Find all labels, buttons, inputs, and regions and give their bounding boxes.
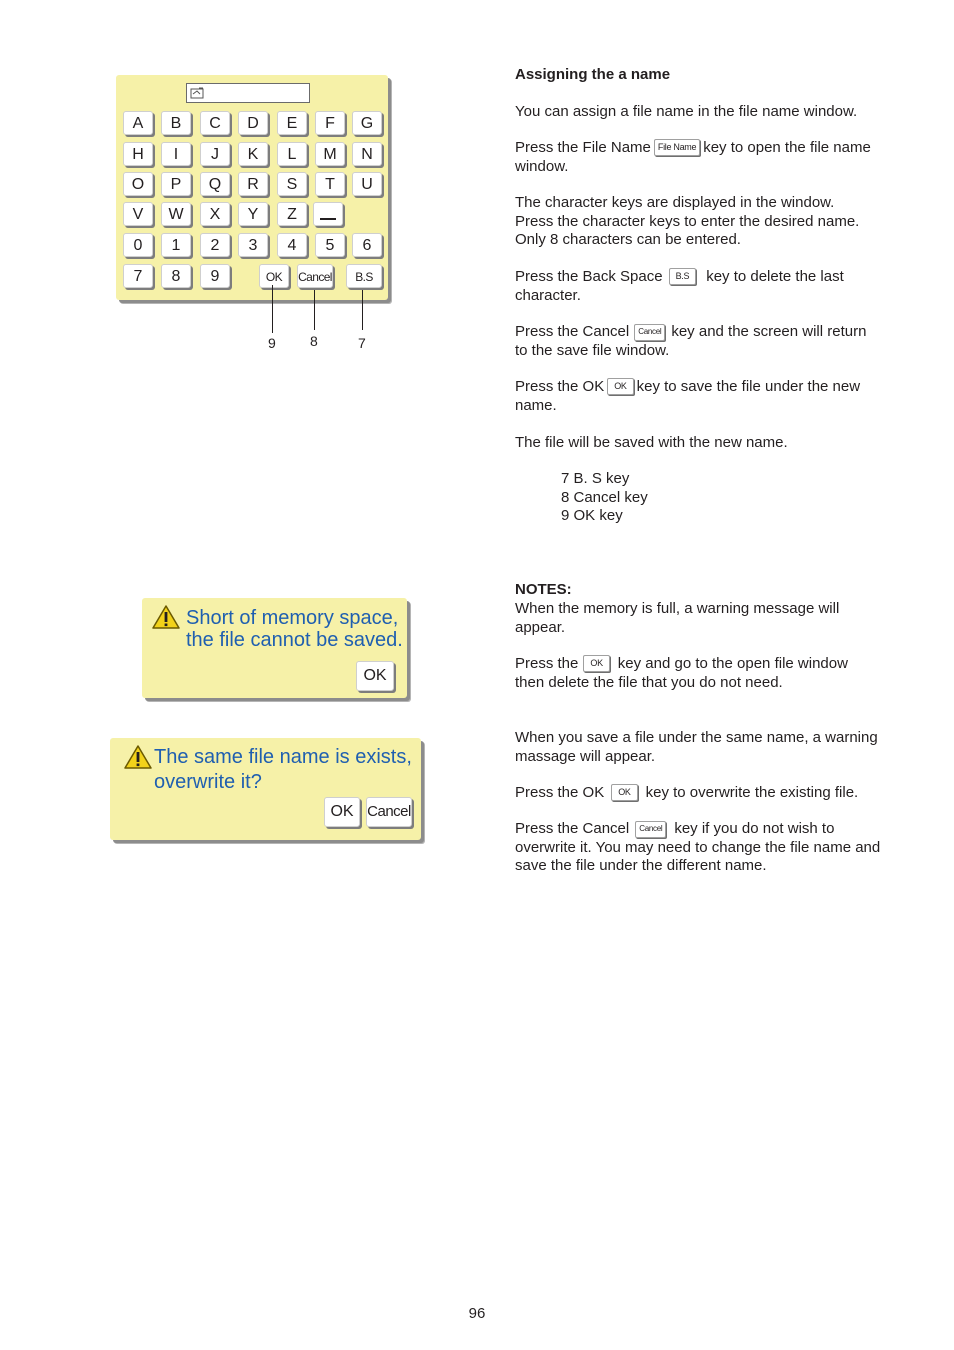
char-key[interactable]: B xyxy=(161,111,191,135)
callout-line-bs xyxy=(362,290,363,330)
char-key[interactable]: O xyxy=(123,172,153,196)
bs-key-icon: B.S xyxy=(669,268,697,285)
paragraph xyxy=(515,139,915,176)
text-line: overwrite it. You may need to change the file name and xyxy=(515,838,881,856)
char-key[interactable]: 8 xyxy=(161,264,191,288)
cancel-key[interactable]: Cancel xyxy=(297,264,333,288)
char-key[interactable]: S xyxy=(277,172,307,196)
char-key[interactable]: W xyxy=(161,202,191,226)
text-line: When you save a file under the same name, a warning xyxy=(515,729,878,746)
paragraph xyxy=(515,378,915,415)
text-span: Press the OK xyxy=(515,784,605,801)
file-name-field[interactable] xyxy=(186,83,310,103)
ok-key-icon: OK xyxy=(607,378,633,395)
text-span: key and the screen will return xyxy=(671,323,867,340)
char-key[interactable]: T xyxy=(315,172,345,196)
char-key[interactable]: D xyxy=(238,111,268,135)
char-key[interactable]: G xyxy=(352,111,382,135)
text-line: then delete the file that you do not need. xyxy=(515,673,783,691)
overwrite-warning-dialog xyxy=(110,738,421,840)
char-key[interactable]: E xyxy=(277,111,307,135)
char-key[interactable]: X xyxy=(200,202,230,226)
cancel-key-icon: Cancel xyxy=(634,324,665,341)
paragraph xyxy=(515,194,915,250)
legend-item: 9 OK key xyxy=(561,507,623,524)
char-key[interactable]: L xyxy=(277,142,307,166)
legend xyxy=(561,470,648,526)
dialog2-cancel-button[interactable]: Cancel xyxy=(366,797,412,827)
backspace-key[interactable]: B.S xyxy=(346,264,382,288)
dialog1-line2: the file cannot be saved. xyxy=(186,629,403,651)
paragraph: You can assign a file name in the file name window. xyxy=(515,103,858,120)
text-span: key to save the file under the new xyxy=(636,378,861,395)
dialog2-line2: overwrite it? xyxy=(154,771,262,793)
cancel-key-icon: Cancel xyxy=(635,821,666,838)
char-key[interactable]: 0 xyxy=(123,233,153,257)
dialog1-line1: Short of memory space, xyxy=(186,607,399,629)
legend-item: 8 Cancel key xyxy=(561,488,648,506)
file-icon xyxy=(190,87,204,99)
paragraph xyxy=(515,820,915,876)
text-span: Press the OK xyxy=(515,378,605,395)
page-number: 96 xyxy=(468,1305,486,1322)
char-key[interactable]: H xyxy=(123,142,153,166)
paragraph xyxy=(515,784,915,803)
text-span: key to overwrite the existing file. xyxy=(645,784,859,801)
text-span: Press the Cancel xyxy=(515,820,630,837)
char-key[interactable]: 3 xyxy=(238,233,268,257)
space-key[interactable] xyxy=(313,202,343,226)
ok-key[interactable]: OK xyxy=(259,264,289,288)
dialog1-ok-button[interactable]: OK xyxy=(356,661,394,691)
char-key[interactable]: N xyxy=(352,142,382,166)
text-line: Only 8 characters can be entered. xyxy=(515,231,741,248)
text-span: key and go to the open file window xyxy=(617,655,848,672)
text-line: character. xyxy=(515,286,581,304)
char-key[interactable]: P xyxy=(161,172,191,196)
text-span: key to open the file name xyxy=(703,139,871,156)
char-key[interactable]: M xyxy=(315,142,345,166)
char-key[interactable]: 1 xyxy=(161,233,191,257)
text-line: window. xyxy=(515,157,569,175)
callout-line-ok xyxy=(272,285,273,333)
char-key[interactable]: Z xyxy=(277,202,307,226)
ok-key-icon: OK xyxy=(583,655,609,672)
char-key[interactable]: 6 xyxy=(352,233,382,257)
text-line: save the file under the different name. xyxy=(515,857,767,874)
callout-line-cancel xyxy=(314,290,315,330)
text-span: key to delete the last xyxy=(706,268,844,285)
paragraph xyxy=(515,600,915,637)
text-line: The character keys are displayed in the window. xyxy=(515,194,835,211)
keyboard-panel xyxy=(116,75,388,300)
char-key[interactable]: 5 xyxy=(315,233,345,257)
char-key[interactable]: 2 xyxy=(200,233,230,257)
text-span: key if you do not wish to xyxy=(674,820,835,837)
callout-9: 9 xyxy=(268,335,276,351)
char-key[interactable]: 9 xyxy=(200,264,230,288)
char-key[interactable]: C xyxy=(200,111,230,135)
paragraph xyxy=(515,729,915,766)
text-line: When the memory is full, a warning message will xyxy=(515,600,840,617)
char-key[interactable]: 4 xyxy=(277,233,307,257)
char-key[interactable]: I xyxy=(161,142,191,166)
paragraph xyxy=(515,323,915,360)
text-line: appear. xyxy=(515,618,566,636)
text-line: to the save file window. xyxy=(515,341,670,359)
char-key[interactable]: K xyxy=(238,142,268,166)
callout-8: 8 xyxy=(310,333,318,349)
memory-warning-dialog xyxy=(142,598,407,698)
legend-item: 7 B. S key xyxy=(561,470,630,487)
char-key[interactable]: A xyxy=(123,111,153,135)
char-key[interactable]: R xyxy=(238,172,268,196)
char-key[interactable]: J xyxy=(200,142,230,166)
text-line: massage will appear. xyxy=(515,747,656,765)
char-key[interactable]: 7 xyxy=(123,264,153,288)
text-line: Press the character keys to enter the desired name. xyxy=(515,212,860,230)
text-span: Press the xyxy=(515,655,579,672)
text-span: Press the Back Space xyxy=(515,268,663,285)
char-key[interactable]: Y xyxy=(238,202,268,226)
char-key[interactable]: U xyxy=(352,172,382,196)
callout-7: 7 xyxy=(358,335,366,351)
char-key[interactable]: F xyxy=(315,111,345,135)
notes-heading: NOTES: xyxy=(515,581,572,598)
paragraph xyxy=(515,655,915,692)
char-key[interactable]: V xyxy=(123,202,153,226)
warning-icon xyxy=(151,604,181,630)
warning-icon xyxy=(123,744,153,770)
text-span: Press the Cancel xyxy=(515,323,630,340)
dialog2-ok-button[interactable]: OK xyxy=(324,797,360,827)
paragraph xyxy=(515,268,915,305)
dialog2-line1: The same file name is exists, xyxy=(154,746,412,768)
file-name-key-icon: File Name xyxy=(654,139,700,156)
text-line: name. xyxy=(515,396,557,414)
paragraph: The file will be saved with the new name. xyxy=(515,434,788,451)
section-heading: Assigning the a name xyxy=(515,66,671,83)
text-span: Press the File Name xyxy=(515,139,651,156)
char-key[interactable]: Q xyxy=(200,172,230,196)
ok-key-icon: OK xyxy=(611,784,637,801)
